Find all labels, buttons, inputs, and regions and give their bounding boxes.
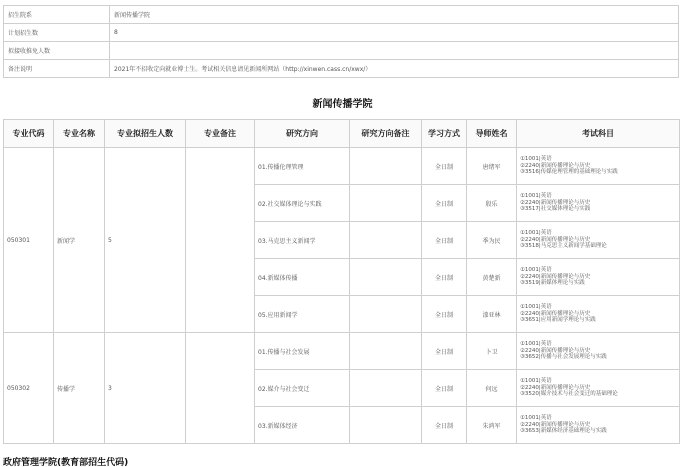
exam-subject: ①1001|英语 [520,156,552,163]
exam-subject: ②2240|新闻传播理论与历史 [520,347,591,354]
column-header: 专业拟招生人数 [105,120,186,148]
study-mode: 全日制 [422,148,467,185]
exam-subject: ②2240|新闻传播理论与历史 [520,162,591,169]
exam-subjects [517,222,680,259]
exam-subject: ③3517|社交媒体理论与实践 [520,206,591,213]
exam-subject: ①1001|英语 [520,415,552,422]
exam-subject: ③3651|应用新闻学理论与实践 [520,317,596,324]
research-direction: 02.媒介与社会变迁 [255,370,350,407]
column-header: 考试科目 [517,120,680,148]
direction-note [350,333,422,370]
exam-subject: ②2240|新闻传播理论与历史 [520,199,591,206]
direction-note [350,370,422,407]
major-name: 传播学 [54,333,105,444]
info-value: 8 [110,24,679,42]
table-row [4,148,680,185]
exam-subject: ①1001|英语 [520,267,552,274]
exam-subject: ②2240|新闻传播理论与历史 [520,384,591,391]
exam-subject: ①1001|英语 [520,341,552,348]
exam-subjects [517,259,680,296]
study-mode: 全日制 [422,370,467,407]
info-row [4,24,679,42]
column-header: 专业名称 [54,120,105,148]
major-name: 新闻学 [54,148,105,333]
study-mode: 全日制 [422,259,467,296]
tutor-name: 季为民 [467,222,517,259]
exam-subject: ①1001|英语 [520,304,552,311]
exam-subject: ③3518|马克思主义新闻学基础理论 [520,243,607,250]
column-header: 学习方式 [422,120,467,148]
info-value [110,42,679,60]
tutor-name: 朱鸿军 [467,407,517,444]
column-header: 专业备注 [186,120,255,148]
enrollment-table [3,119,680,444]
exam-subjects [517,407,680,444]
research-direction: 01.传播伦理管理 [255,148,350,185]
exam-subject: ③3519|新媒体理论与实践 [520,280,585,287]
research-direction: 01.传播与社会发展 [255,333,350,370]
next-section-heading: 政府管理学院(教育部招生代码) [3,458,129,467]
table-row [4,333,680,370]
major-code: 050302 [4,333,54,444]
exam-subjects [517,148,680,185]
exam-subject: ①1001|英语 [520,230,552,237]
exam-subject: ②2240|新闻传播理论与历史 [520,421,591,428]
tutor-name: 漆亚林 [467,296,517,333]
direction-note [350,407,422,444]
column-header: 导师姓名 [467,120,517,148]
study-mode: 全日制 [422,222,467,259]
direction-note [350,185,422,222]
info-label: 招生院系 [4,6,110,24]
study-mode: 全日制 [422,407,467,444]
info-value: 新闻传播学院 [110,6,679,24]
study-mode: 全日制 [422,296,467,333]
exam-subject: ③3653|新媒体经济基础理论与实践 [520,428,607,435]
exam-subject: ③3520|媒介技术与社会变迁的基础理论 [520,391,618,398]
exam-subject: ②2240|新闻传播理论与历史 [520,310,591,317]
tutor-name: 卜卫 [467,333,517,370]
direction-note [350,222,422,259]
major-quota: 3 [105,333,186,444]
major-note [186,148,255,333]
page-title: 新闻传播学院 [312,99,373,110]
tutor-name: 唐绪军 [467,148,517,185]
exam-subject: ①1001|英语 [520,193,552,200]
department-info-table [3,5,679,78]
research-direction: 04.新媒体传播 [255,259,350,296]
exam-subject: ①1001|英语 [520,378,552,385]
major-code: 050301 [4,148,54,333]
study-mode: 全日制 [422,185,467,222]
info-value: 2021年不招收定向就业博士生。考试相关信息请见新闻所网站（http://xinwen.cass.cn/xwx/） [110,60,679,78]
major-note [186,333,255,444]
tutor-name: 何远 [467,370,517,407]
exam-subjects [517,296,680,333]
exam-subject: ②2240|新闻传播理论与历史 [520,236,591,243]
direction-note [350,259,422,296]
study-mode: 全日制 [422,333,467,370]
info-label: 备注说明 [4,60,110,78]
direction-note [350,148,422,185]
exam-subjects [517,370,680,407]
info-label: 拟接收推免人数 [4,42,110,60]
direction-note [350,296,422,333]
research-direction: 02.社交媒体理论与实践 [255,185,350,222]
column-header: 研究方向备注 [350,120,422,148]
major-quota: 5 [105,148,186,333]
info-label: 计划招生数 [4,24,110,42]
research-direction: 05.应用新闻学 [255,296,350,333]
research-direction: 03.新媒体经济 [255,407,350,444]
column-header: 专业代码 [4,120,54,148]
column-header: 研究方向 [255,120,350,148]
info-row [4,6,679,24]
info-row [4,60,679,78]
exam-subjects [517,185,680,222]
tutor-name: 殷乐 [467,185,517,222]
research-direction: 03.马克思主义新闻学 [255,222,350,259]
exam-subject: ②2240|新闻传播理论与历史 [520,273,591,280]
info-row [4,42,679,60]
exam-subject: ③3516|传媒伦理管理的基础理论与实践 [520,169,618,176]
exam-subject: ③3652|传播与社会发展理论与实践 [520,354,607,361]
exam-subjects [517,333,680,370]
tutor-name: 黄楚新 [467,259,517,296]
